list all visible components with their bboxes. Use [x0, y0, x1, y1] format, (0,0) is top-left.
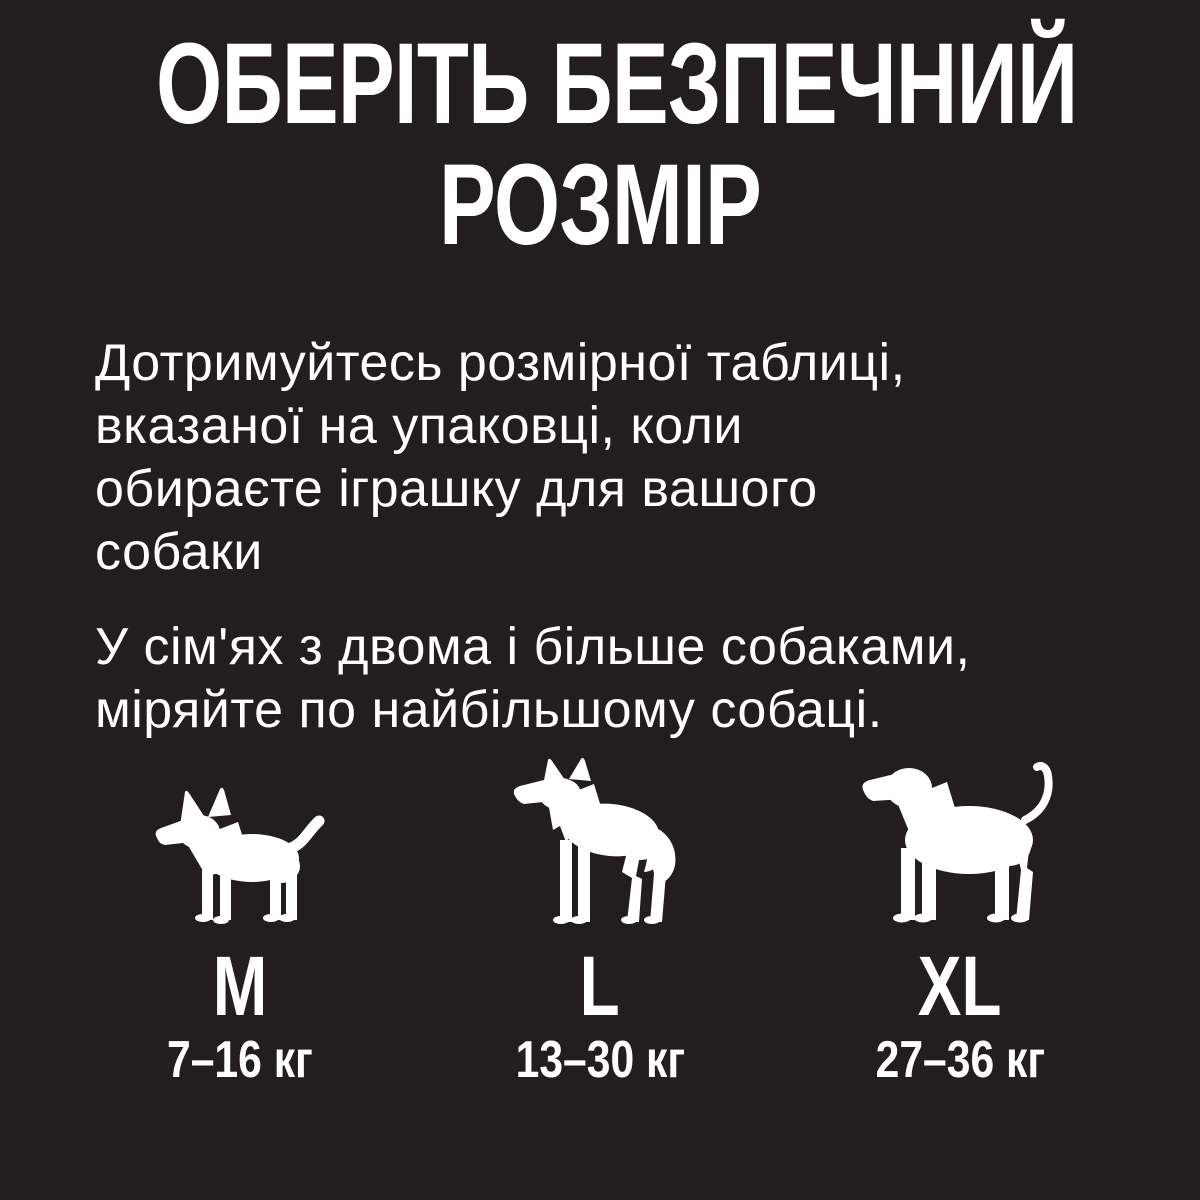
large-dog-icon: [855, 754, 1065, 926]
paragraph-line: У сім'ях з двома і більше собаками,: [95, 618, 971, 676]
paragraph-size-chart: [95, 332, 1140, 584]
paragraph-line: собаки: [95, 523, 263, 581]
paragraph-multi-dog: [95, 616, 1140, 742]
size-label-l: L: [579, 939, 621, 1033]
title-line-2: РОЗМІР: [438, 141, 761, 269]
medium-dog-icon: [508, 754, 693, 926]
small-dog-icon: [150, 754, 330, 926]
size-weight-l: 13–30 кг: [515, 1031, 685, 1089]
paragraph-line: Дотримуйтесь розмірної таблиці,: [95, 334, 906, 392]
page-title: [0, 20, 1200, 269]
size-card-m: [60, 754, 420, 1088]
header: [0, 0, 1200, 269]
paragraph-line: обираєте іграшку для вашого: [95, 460, 818, 518]
title-line-1: ОБЕРІТЬ БЕЗПЕЧНИЙ: [156, 20, 1078, 148]
size-card-l: [420, 754, 780, 1088]
size-card-xl: [780, 754, 1140, 1088]
paragraph-line: вказаної на упаковці, коли: [95, 397, 743, 455]
size-weight-xl: 27–36 кг: [875, 1031, 1045, 1089]
size-label-xl: XL: [918, 939, 1002, 1033]
size-label-m: M: [212, 939, 268, 1033]
size-options-row: [60, 754, 1140, 1088]
size-weight-m: 7–16 кг: [167, 1031, 313, 1089]
body-text: [95, 332, 1140, 742]
paragraph-line: міряйте по найбільшому собаці.: [95, 681, 883, 739]
